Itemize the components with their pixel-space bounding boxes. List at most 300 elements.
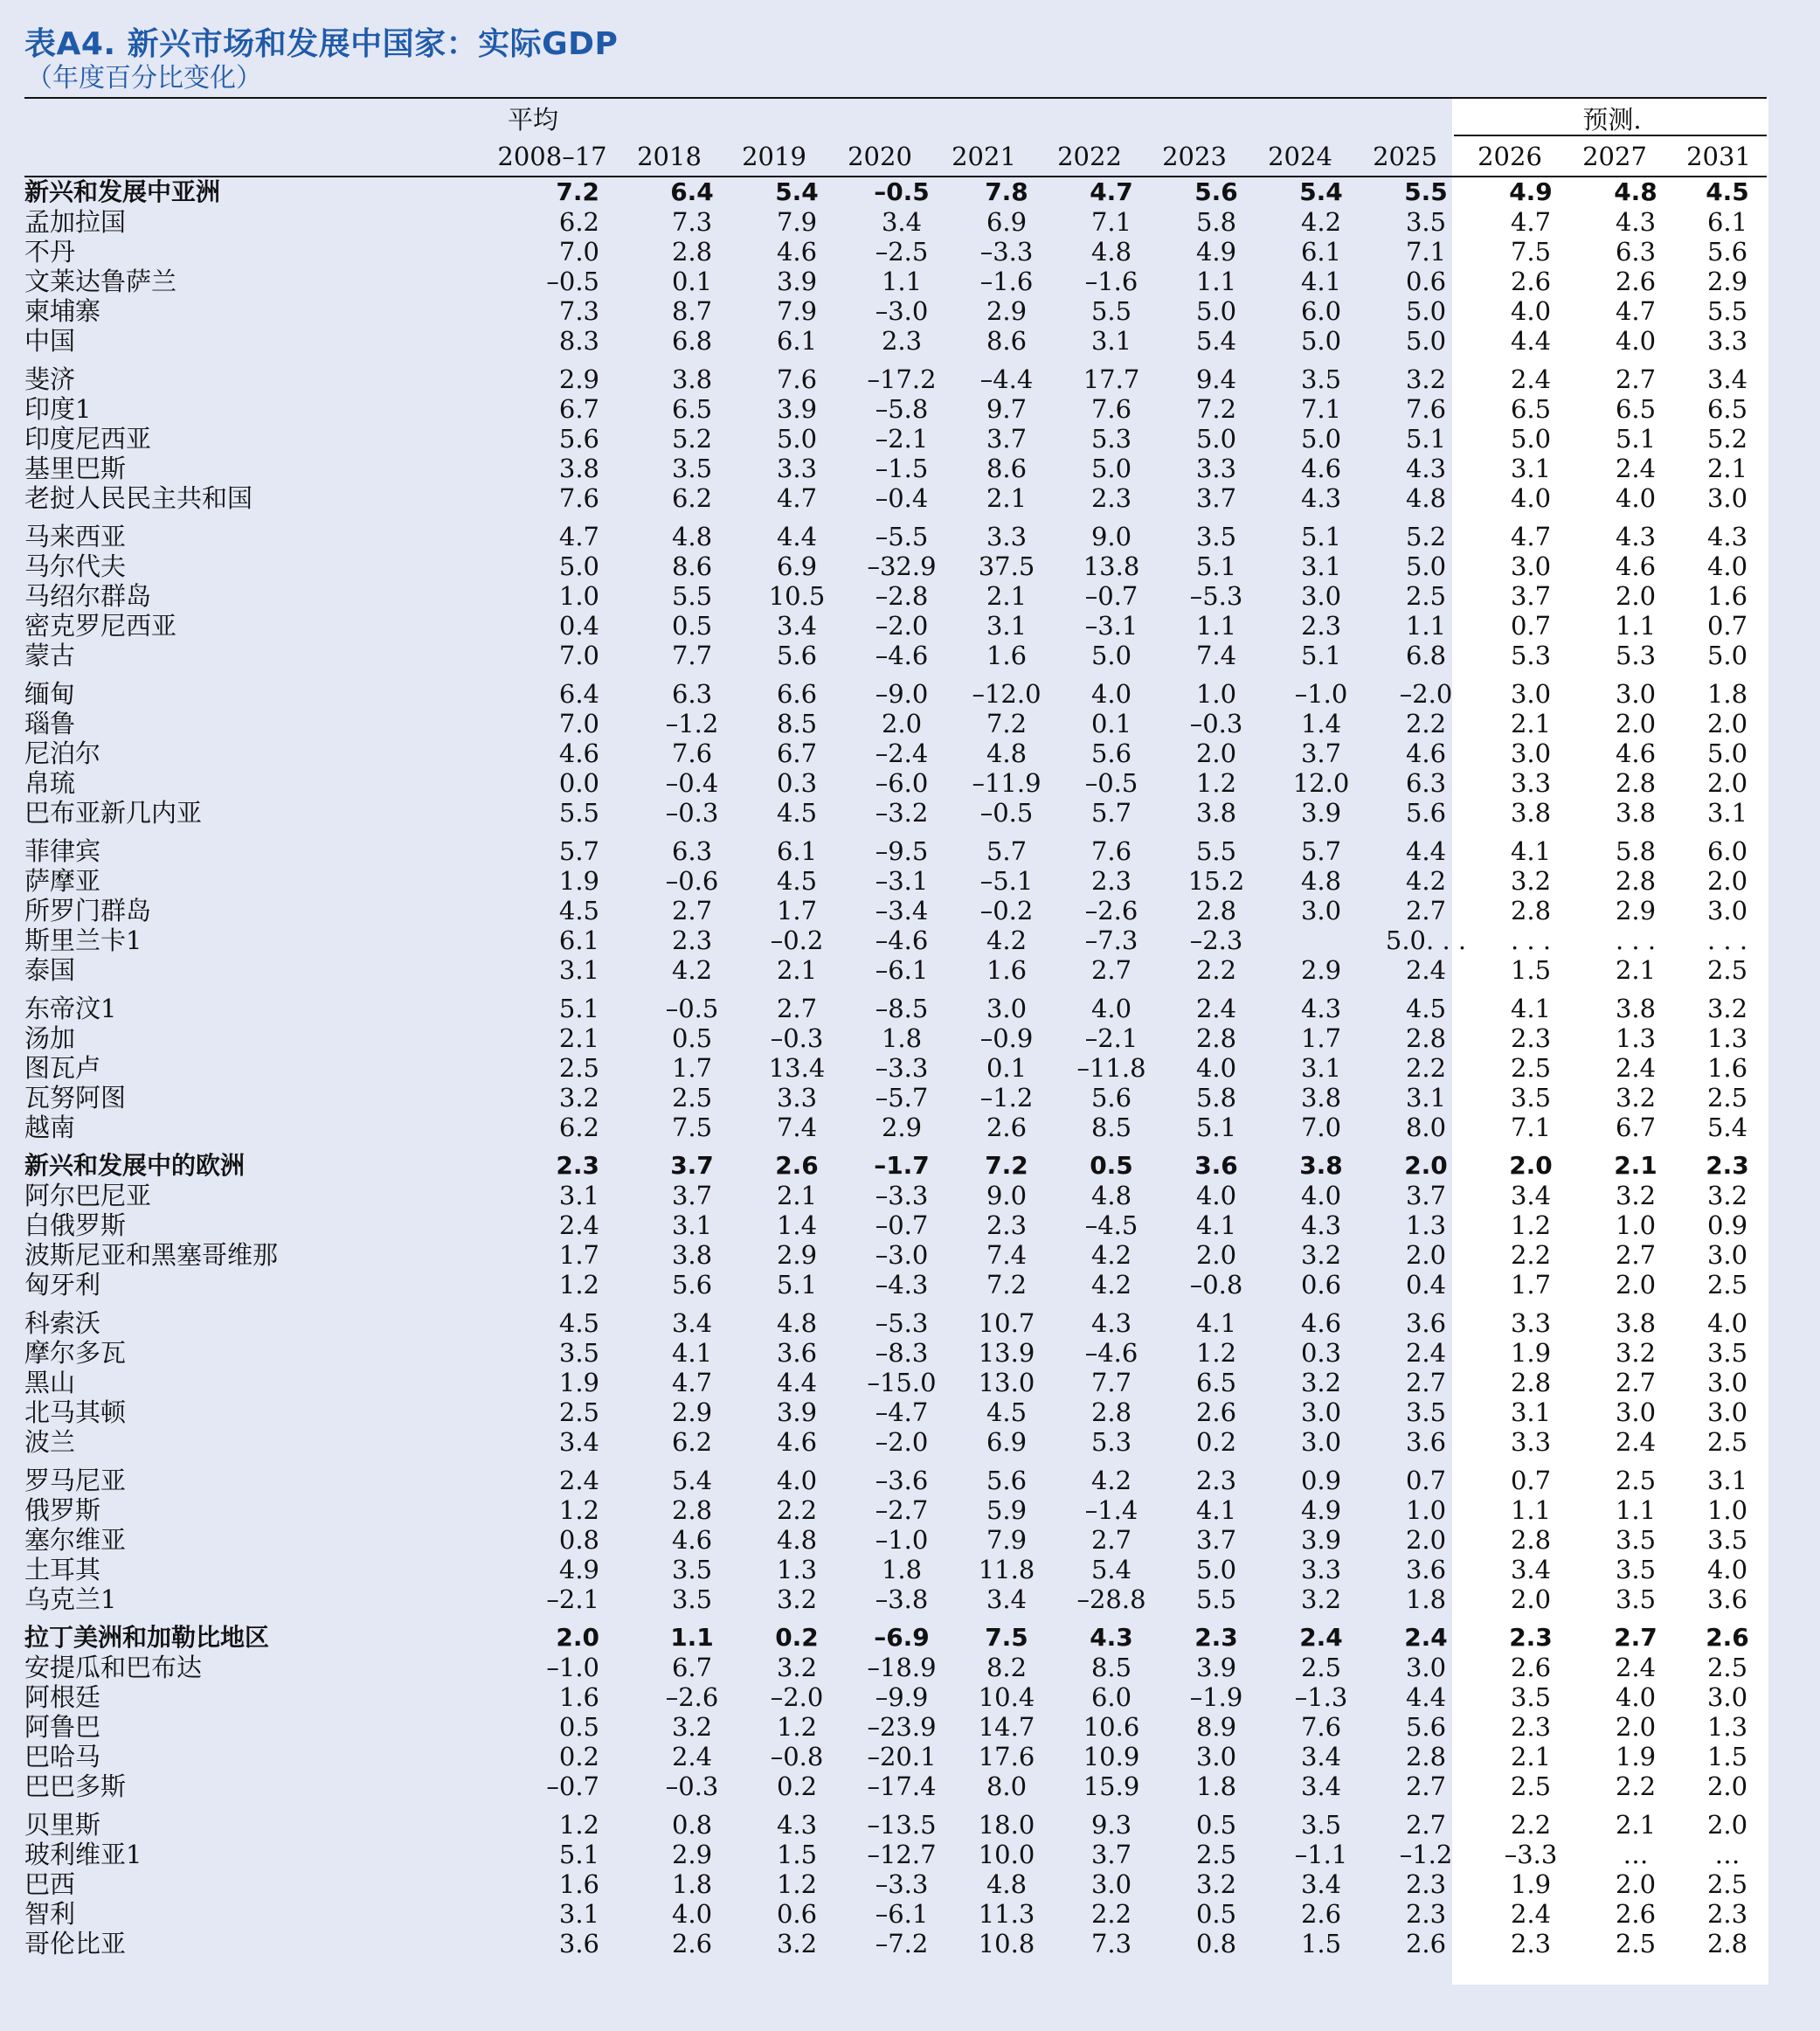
value-cell: 5.6 bbox=[1405, 798, 1447, 828]
value-cell: –5.1 bbox=[979, 866, 1034, 896]
value-cell: 4.5 bbox=[1405, 994, 1447, 1023]
value-cell: 8.6 bbox=[986, 326, 1028, 356]
value-cell: 3.7 bbox=[986, 424, 1028, 454]
value-cell: 4.9 bbox=[1509, 177, 1553, 206]
value-cell: 15.9 bbox=[1083, 1771, 1140, 1801]
row-label: 菲律宾 bbox=[24, 836, 101, 866]
value-cell: 6.5 bbox=[1615, 394, 1657, 424]
value-cell: 6.2 bbox=[671, 1427, 713, 1457]
value-cell: 1.7 bbox=[558, 1240, 599, 1270]
value-cell: 2.5 bbox=[1615, 1929, 1657, 1958]
value-cell: 7.3 bbox=[558, 296, 599, 326]
value-cell: 7.6 bbox=[1090, 394, 1132, 424]
value-cell: 3.1 bbox=[558, 955, 599, 985]
value-cell: 1.4 bbox=[1300, 709, 1342, 738]
value-cell: 3.0 bbox=[1706, 483, 1748, 513]
value-cell: 0.5 bbox=[1195, 1810, 1237, 1840]
value-cell: 0.1 bbox=[671, 267, 713, 296]
value-cell: 9.3 bbox=[1090, 1810, 1132, 1840]
value-cell: 5.2 bbox=[1706, 424, 1748, 454]
value-cell: 3.8 bbox=[671, 364, 713, 394]
value-cell: 5.1 bbox=[1405, 424, 1447, 454]
value-cell: 7.4 bbox=[986, 1240, 1028, 1270]
value-cell: 4.5 bbox=[558, 896, 599, 925]
value-cell: 2.6 bbox=[775, 1151, 819, 1180]
row-label: 不丹 bbox=[24, 237, 76, 267]
value-cell: 0.7 bbox=[1510, 611, 1552, 641]
value-cell: –2.6 bbox=[1084, 896, 1138, 925]
value-cell: 3.5 bbox=[671, 1584, 713, 1614]
value-cell: 4.8 bbox=[1090, 1181, 1132, 1210]
value-cell: 2.6 bbox=[1195, 1397, 1237, 1427]
value-cell: 3.0 bbox=[1300, 1427, 1342, 1457]
row-label: 东帝汶1 bbox=[24, 994, 117, 1023]
value-cell: 1.0 bbox=[1615, 1210, 1657, 1240]
value-cell: 7.2 bbox=[986, 1270, 1028, 1300]
value-cell: –7.2 bbox=[875, 1929, 929, 1958]
value-cell: 2.4 bbox=[1615, 454, 1657, 483]
table-row bbox=[24, 611, 1767, 641]
value-cell: 1.1 bbox=[1615, 611, 1657, 641]
value-cell: –5.8 bbox=[875, 394, 929, 424]
value-cell: 5.2 bbox=[671, 424, 713, 454]
row-label: 缅甸 bbox=[24, 679, 76, 709]
value-cell: 2.0 bbox=[881, 709, 923, 738]
value-cell: –4.6 bbox=[875, 641, 929, 670]
value-cell: 5.6 bbox=[1706, 237, 1748, 267]
value-cell: 4.7 bbox=[558, 522, 599, 551]
value-cell: 3.1 bbox=[1706, 798, 1748, 828]
row-label: 马绍尔群岛 bbox=[24, 581, 152, 611]
value-cell: 3.1 bbox=[1510, 454, 1552, 483]
value-cell: 5.6 bbox=[986, 1466, 1028, 1495]
value-cell: 2.1 bbox=[986, 581, 1028, 611]
value-cell: 2.7 bbox=[1615, 1240, 1657, 1270]
value-cell: 1.1 bbox=[670, 1623, 714, 1652]
value-cell: 0.7 bbox=[1706, 611, 1748, 641]
value-cell: 6.4 bbox=[670, 177, 714, 206]
top-rule bbox=[24, 97, 1767, 99]
value-cell: 9.0 bbox=[1090, 522, 1132, 551]
value-cell: 9.0 bbox=[986, 1181, 1028, 1210]
value-cell: 13.0 bbox=[978, 1368, 1035, 1397]
value-cell: 2.1 bbox=[986, 483, 1028, 513]
value-cell: 3.4 bbox=[986, 1584, 1028, 1614]
value-cell: 3.8 bbox=[1615, 994, 1657, 1023]
value-cell: –3.3 bbox=[1504, 1840, 1558, 1869]
value-cell: 4.3 bbox=[776, 1810, 818, 1840]
table-row bbox=[24, 1555, 1767, 1584]
value-cell: 4.8 bbox=[776, 1525, 818, 1555]
value-cell: 2.4 bbox=[1405, 1338, 1447, 1368]
value-cell: 11.8 bbox=[978, 1555, 1035, 1584]
value-cell: 4.4 bbox=[776, 522, 818, 551]
value-cell: 5.0 bbox=[1195, 296, 1237, 326]
value-cell: –2.0 bbox=[1399, 679, 1453, 709]
value-cell: 7.6 bbox=[1090, 836, 1132, 866]
value-cell: –4.6 bbox=[1084, 1338, 1138, 1368]
table-row bbox=[24, 828, 1767, 866]
value-cell: 0.5 bbox=[558, 1712, 599, 1742]
value-cell: 6.6 bbox=[776, 679, 818, 709]
value-cell: 3.6 bbox=[558, 1929, 599, 1958]
value-cell: 2.7 bbox=[1615, 364, 1657, 394]
value-cell: 4.0 bbox=[1706, 1555, 1748, 1584]
value-cell: –0.6 bbox=[665, 866, 719, 896]
value-cell: 2.3 bbox=[1510, 1023, 1552, 1053]
table-row bbox=[24, 798, 1767, 828]
value-cell: 2.7 bbox=[1615, 1368, 1657, 1397]
value-cell: 1.3 bbox=[1706, 1023, 1748, 1053]
value-cell: 5.1 bbox=[1300, 641, 1342, 670]
col-header-2008-17: 2008–17 bbox=[497, 142, 607, 171]
row-label: 科索沃 bbox=[24, 1308, 101, 1338]
col-header-2018: 2018 bbox=[637, 142, 702, 171]
value-cell: 10.6 bbox=[1083, 1712, 1140, 1742]
value-cell: 3.8 bbox=[671, 1240, 713, 1270]
value-cell: 2.3 bbox=[556, 1151, 599, 1180]
value-cell: 2.0 bbox=[1615, 1869, 1657, 1899]
value-cell: 9.7 bbox=[986, 394, 1028, 424]
value-cell: 0.0 bbox=[558, 768, 599, 798]
value-cell: 7.7 bbox=[1090, 1368, 1132, 1397]
value-cell: 3.9 bbox=[776, 394, 818, 424]
value-cell: 2.2 bbox=[1405, 1053, 1447, 1083]
value-cell: –13.5 bbox=[867, 1810, 937, 1840]
value-cell: –23.9 bbox=[867, 1712, 937, 1742]
col-header-2019: 2019 bbox=[742, 142, 806, 171]
value-cell: 5.5 bbox=[1404, 177, 1448, 206]
value-cell: –8.5 bbox=[875, 994, 929, 1023]
col-header-2031: 2031 bbox=[1686, 142, 1751, 171]
value-cell: 2.6 bbox=[1615, 267, 1657, 296]
value-cell: 3.1 bbox=[1706, 1466, 1748, 1495]
value-cell: 8.5 bbox=[776, 709, 818, 738]
value-cell: 3.5 bbox=[1706, 1338, 1748, 1368]
value-cell: –2.5 bbox=[875, 237, 929, 267]
value-cell: 1.1 bbox=[1195, 267, 1237, 296]
value-cell: –0.8 bbox=[770, 1742, 824, 1771]
row-label: 所罗门群岛 bbox=[24, 896, 152, 925]
value-cell: 7.6 bbox=[1300, 1712, 1342, 1742]
value-cell: 4.6 bbox=[776, 1427, 818, 1457]
value-cell: 2.4 bbox=[1510, 1899, 1552, 1929]
value-cell: 0.2 bbox=[1195, 1427, 1237, 1457]
value-cell: 4.8 bbox=[1405, 483, 1447, 513]
value-cell: 3.3 bbox=[776, 1083, 818, 1113]
value-cell: 1.9 bbox=[1615, 1742, 1657, 1771]
value-cell: 1.1 bbox=[1195, 611, 1237, 641]
value-cell: 8.0 bbox=[1405, 1113, 1447, 1142]
value-cell: 2.5 bbox=[1706, 1427, 1748, 1457]
value-cell: 2.0 bbox=[1615, 1270, 1657, 1300]
value-cell: 1.6 bbox=[558, 1682, 599, 1712]
value-cell: 3.4 bbox=[1300, 1869, 1342, 1899]
value-cell: 7.6 bbox=[671, 738, 713, 768]
value-cell: 5.5 bbox=[671, 581, 713, 611]
table-row bbox=[24, 641, 1767, 670]
value-cell: 7.9 bbox=[776, 296, 818, 326]
value-cell: 2.0 bbox=[1706, 866, 1748, 896]
value-cell: 6.3 bbox=[671, 679, 713, 709]
value-cell: 3.2 bbox=[1510, 866, 1552, 896]
value-cell: 3.0 bbox=[1615, 679, 1657, 709]
value-cell: 3.2 bbox=[776, 1584, 818, 1614]
value-cell: 4.8 bbox=[1614, 177, 1657, 206]
value-cell: 3.2 bbox=[1300, 1240, 1342, 1270]
value-cell: 3.7 bbox=[1090, 1840, 1132, 1869]
value-cell: 0.4 bbox=[1405, 1270, 1447, 1300]
table-row bbox=[24, 483, 1767, 513]
value-cell: –0.3 bbox=[665, 1771, 719, 1801]
value-cell: 5.3 bbox=[1615, 641, 1657, 670]
value-cell: 6.0 bbox=[1300, 296, 1342, 326]
value-cell: … bbox=[1623, 1840, 1649, 1869]
value-cell: 2.9 bbox=[1300, 955, 1342, 985]
value-cell: 6.2 bbox=[671, 483, 713, 513]
value-cell: 6.3 bbox=[1615, 237, 1657, 267]
value-cell: 3.5 bbox=[1615, 1555, 1657, 1584]
value-cell: 5.5 bbox=[1706, 296, 1748, 326]
value-cell: 4.6 bbox=[1405, 738, 1447, 768]
value-cell: 2.7 bbox=[1405, 1771, 1447, 1801]
row-label: 越南 bbox=[24, 1113, 76, 1142]
value-cell: 3.1 bbox=[671, 1210, 713, 1240]
value-cell: 7.6 bbox=[558, 483, 599, 513]
value-cell: –11.9 bbox=[972, 768, 1041, 798]
value-cell: 2.3 bbox=[671, 925, 713, 955]
value-cell: 2.7 bbox=[1405, 1810, 1447, 1840]
value-cell: 2.5 bbox=[1615, 1466, 1657, 1495]
value-cell: 3.7 bbox=[671, 1181, 713, 1210]
row-label: 新兴和发展中亚洲 bbox=[24, 177, 221, 206]
value-cell: … bbox=[1714, 1840, 1740, 1869]
value-cell: 3.3 bbox=[1510, 1308, 1552, 1338]
value-cell: 6.7 bbox=[558, 394, 599, 424]
value-cell: 2.3 bbox=[1510, 1712, 1552, 1742]
value-cell: 2.9 bbox=[558, 364, 599, 394]
value-cell: –11.8 bbox=[1076, 1053, 1146, 1083]
value-cell: 4.0 bbox=[1510, 296, 1552, 326]
table-row bbox=[24, 1929, 1767, 1958]
value-cell: 2.0 bbox=[1615, 1712, 1657, 1742]
table-row bbox=[24, 1457, 1767, 1495]
value-cell: 2.3 bbox=[1194, 1623, 1238, 1652]
value-cell: 10.5 bbox=[768, 581, 826, 611]
value-cell: 6.2 bbox=[558, 207, 599, 237]
value-cell: 2.3 bbox=[1405, 1899, 1447, 1929]
table-row bbox=[24, 581, 1767, 611]
value-cell: 1.1 bbox=[1405, 611, 1447, 641]
value-cell: –0.7 bbox=[1084, 581, 1138, 611]
value-cell: 4.6 bbox=[671, 1525, 713, 1555]
value-cell: 6.4 bbox=[558, 679, 599, 709]
value-cell: 4.4 bbox=[1405, 1682, 1447, 1712]
value-cell: 7.9 bbox=[776, 207, 818, 237]
col-header-2021: 2021 bbox=[952, 142, 1016, 171]
value-cell: –3.3 bbox=[875, 1181, 929, 1210]
value-cell: 0.4 bbox=[558, 611, 599, 641]
value-cell: 0.5 bbox=[1090, 1151, 1133, 1180]
value-cell: 2.8 bbox=[1195, 896, 1237, 925]
col-header-2020: 2020 bbox=[848, 142, 912, 171]
value-cell: 3.2 bbox=[671, 1712, 713, 1742]
value-cell: 4.5 bbox=[776, 866, 818, 896]
value-cell: 2.5 bbox=[671, 1083, 713, 1113]
row-label: 图瓦卢 bbox=[24, 1053, 101, 1083]
value-cell: 2.7 bbox=[1090, 955, 1132, 985]
value-cell: 1.7 bbox=[1300, 1023, 1342, 1053]
value-cell: –2.0 bbox=[875, 611, 929, 641]
value-cell: 3.7 bbox=[1405, 1181, 1447, 1210]
value-cell: 6.3 bbox=[1405, 768, 1447, 798]
value-cell: 2.9 bbox=[1706, 267, 1748, 296]
table-row bbox=[24, 424, 1767, 454]
value-cell: 3.0 bbox=[1300, 581, 1342, 611]
value-cell: 7.2 bbox=[556, 177, 599, 206]
value-cell: 2.6 bbox=[671, 1929, 713, 1958]
table-row bbox=[24, 1113, 1767, 1142]
value-cell: 3.7 bbox=[1510, 581, 1552, 611]
value-cell: 2.4 bbox=[1299, 1623, 1343, 1652]
value-cell: 2.4 bbox=[1615, 1427, 1657, 1457]
value-cell: 3.0 bbox=[1706, 1682, 1748, 1712]
table-row bbox=[24, 326, 1767, 356]
row-label: 基里巴斯 bbox=[24, 454, 127, 483]
value-cell: 5.6 bbox=[1090, 1083, 1132, 1113]
region-row bbox=[24, 1614, 1767, 1653]
value-cell: 4.1 bbox=[1510, 836, 1552, 866]
value-cell: 3.4 bbox=[558, 1427, 599, 1457]
value-cell: –4.7 bbox=[875, 1397, 929, 1427]
value-cell: 3.6 bbox=[1706, 1584, 1748, 1614]
value-cell: 3.5 bbox=[1300, 364, 1342, 394]
table-row bbox=[24, 296, 1767, 326]
value-cell: 5.0 bbox=[1195, 424, 1237, 454]
value-cell: 1.0 bbox=[1195, 679, 1237, 709]
value-cell: 6.1 bbox=[1300, 237, 1342, 267]
value-cell: 3.4 bbox=[1706, 364, 1748, 394]
value-cell: 1.9 bbox=[558, 866, 599, 896]
value-cell: 13.8 bbox=[1083, 551, 1140, 581]
value-cell: 2.3 bbox=[1706, 1899, 1748, 1929]
value-cell: –1.0 bbox=[546, 1653, 599, 1682]
value-cell: 1.8 bbox=[881, 1023, 923, 1053]
table-row bbox=[24, 1300, 1767, 1338]
value-cell: 4.6 bbox=[1300, 454, 1342, 483]
value-cell: 5.7 bbox=[1300, 836, 1342, 866]
value-cell: 3.2 bbox=[1300, 1368, 1342, 1397]
value-cell: 4.1 bbox=[1195, 1308, 1237, 1338]
value-cell: 1.6 bbox=[986, 641, 1028, 670]
value-cell: –32.9 bbox=[867, 551, 937, 581]
value-cell: 6.0 bbox=[1706, 836, 1748, 866]
value-cell: 3.3 bbox=[986, 522, 1028, 551]
value-cell: 5.0 bbox=[1405, 326, 1447, 356]
value-cell: 3.9 bbox=[776, 267, 818, 296]
value-cell: –4.6 bbox=[875, 925, 929, 955]
row-label: 巴哈马 bbox=[24, 1742, 101, 1771]
value-cell: 2.0 bbox=[1615, 581, 1657, 611]
value-cell: . . . bbox=[1706, 925, 1748, 955]
value-cell: –3.3 bbox=[875, 1869, 929, 1899]
value-cell: 5.0 bbox=[1706, 641, 1748, 670]
value-cell: 3.0 bbox=[1510, 738, 1552, 768]
value-cell: 2.5 bbox=[1405, 581, 1447, 611]
value-cell: 3.3 bbox=[1706, 326, 1748, 356]
row-label: 白俄罗斯 bbox=[24, 1210, 127, 1240]
value-cell: –7.3 bbox=[1084, 925, 1138, 955]
value-cell: 5.1 bbox=[1195, 1113, 1237, 1142]
average-label: 平均 bbox=[507, 105, 558, 135]
value-cell: 10.4 bbox=[978, 1682, 1035, 1712]
value-cell: 2.2 bbox=[1615, 1771, 1657, 1801]
value-cell: 5.0 bbox=[1706, 738, 1748, 768]
value-cell: 4.0 bbox=[1615, 1682, 1657, 1712]
value-cell: 6.7 bbox=[671, 1653, 713, 1682]
value-cell: 4.6 bbox=[1615, 738, 1657, 768]
value-cell: 3.2 bbox=[1615, 1083, 1657, 1113]
value-cell: 1.7 bbox=[671, 1053, 713, 1083]
value-cell: 5.4 bbox=[1090, 1555, 1132, 1584]
value-cell: –1.3 bbox=[1294, 1682, 1348, 1712]
value-cell: 1.3 bbox=[776, 1555, 818, 1584]
value-cell: 3.3 bbox=[1195, 454, 1237, 483]
value-cell: 0.6 bbox=[1300, 1270, 1342, 1300]
row-label: 尼泊尔 bbox=[24, 738, 101, 768]
value-cell: –1.2 bbox=[979, 1083, 1034, 1113]
value-cell: 5.0 bbox=[1405, 296, 1447, 326]
value-cell: 7.5 bbox=[1510, 237, 1552, 267]
value-cell: 1.2 bbox=[776, 1712, 818, 1742]
value-cell: 6.7 bbox=[1615, 1113, 1657, 1142]
value-cell: 3.9 bbox=[1195, 1653, 1237, 1682]
table-row bbox=[24, 1653, 1767, 1682]
value-cell: 2.8 bbox=[1510, 896, 1552, 925]
value-cell: 4.9 bbox=[1195, 237, 1237, 267]
value-cell: 7.3 bbox=[1090, 1929, 1132, 1958]
value-cell: 6.2 bbox=[558, 1113, 599, 1142]
table-row bbox=[24, 1525, 1767, 1555]
value-cell: 5.3 bbox=[1090, 424, 1132, 454]
value-cell: –2.4 bbox=[875, 738, 929, 768]
value-cell: 4.1 bbox=[671, 1338, 713, 1368]
value-cell: 3.5 bbox=[1510, 1083, 1552, 1113]
value-cell: 5.1 bbox=[558, 1840, 599, 1869]
value-cell: 5.3 bbox=[1090, 1427, 1132, 1457]
value-cell: 3.2 bbox=[776, 1929, 818, 1958]
value-cell: 6.8 bbox=[671, 326, 713, 356]
value-cell: 6.9 bbox=[776, 551, 818, 581]
value-cell: –1.7 bbox=[874, 1151, 930, 1180]
value-cell: 3.4 bbox=[881, 207, 923, 237]
value-cell: 3.8 bbox=[1300, 1083, 1342, 1113]
value-cell: 3.2 bbox=[1615, 1338, 1657, 1368]
table-row bbox=[24, 1869, 1767, 1899]
value-cell: 6.5 bbox=[1706, 394, 1748, 424]
value-cell: 2.3 bbox=[1509, 1623, 1553, 1652]
row-label: 蒙古 bbox=[24, 641, 76, 670]
value-cell: 37.5 bbox=[978, 551, 1035, 581]
value-cell: –0.5 bbox=[1084, 768, 1138, 798]
value-cell: 10.8 bbox=[978, 1929, 1035, 1958]
table-row bbox=[24, 454, 1767, 483]
value-cell: 3.2 bbox=[1615, 1181, 1657, 1210]
value-cell: 5.0. . . bbox=[1385, 925, 1467, 955]
value-cell: –6.1 bbox=[875, 1899, 929, 1929]
value-cell: –5.3 bbox=[1189, 581, 1243, 611]
row-label: 安提瓜和巴布达 bbox=[24, 1653, 203, 1682]
